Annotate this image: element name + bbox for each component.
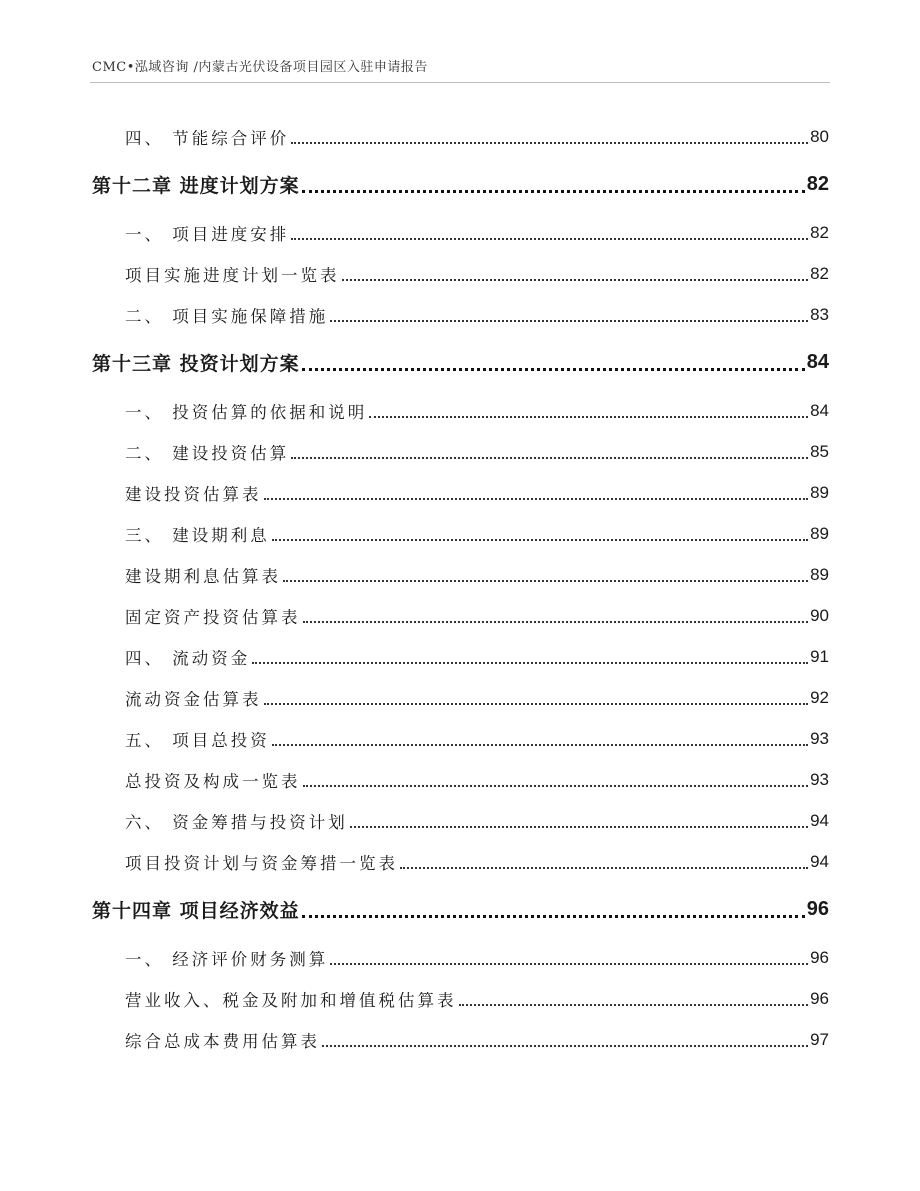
dot-leader: [252, 662, 808, 664]
dot-leader: [302, 915, 805, 918]
dot-leader: [291, 142, 808, 144]
toc-page-number: 84: [806, 351, 829, 373]
toc-entry-title: 一、 经济评价财务测算: [125, 949, 329, 969]
toc-page-number: 82: [810, 263, 829, 283]
dot-leader: [283, 580, 808, 582]
dot-leader: [322, 1045, 808, 1047]
toc-section-entry[interactable]: [92, 390, 829, 431]
toc-section-entry[interactable]: [92, 636, 829, 677]
dot-leader: [350, 826, 808, 828]
dot-leader: [342, 279, 809, 281]
toc-page-number: 91: [810, 646, 829, 666]
toc-section-entry[interactable]: [92, 472, 829, 513]
toc-entry-title: 四、 流动资金: [125, 648, 251, 668]
toc-entry-title: 五、 项目总投资: [125, 730, 270, 750]
toc-section-entry[interactable]: [92, 116, 829, 157]
toc-section-entry[interactable]: [92, 431, 829, 472]
toc-entry-title: 三、 建设期利息: [125, 525, 270, 545]
dot-leader: [303, 785, 809, 787]
toc-section-entry[interactable]: [92, 554, 829, 595]
toc-page-number: 85: [810, 441, 829, 461]
toc-entry-title: 项目投资计划与资金筹措一览表: [125, 853, 398, 873]
toc-page-number: 96: [806, 898, 829, 920]
toc-section-entry[interactable]: [92, 1019, 829, 1060]
toc-page-number: 96: [810, 988, 829, 1008]
dot-leader: [264, 498, 809, 500]
toc-section-entry[interactable]: [92, 800, 829, 841]
toc-page-number: 94: [810, 810, 829, 830]
dot-leader: [272, 744, 808, 746]
toc-page-number: 80: [810, 126, 829, 146]
toc-entry-title: 一、 项目进度安排: [125, 224, 290, 244]
dot-leader: [302, 190, 805, 193]
dot-leader: [330, 320, 808, 322]
dot-leader: [369, 416, 808, 418]
toc-section-entry[interactable]: [92, 978, 829, 1019]
toc-entry-title: 第十二章 进度计划方案: [92, 175, 300, 197]
toc-entry-title: 总投资及构成一览表: [125, 771, 301, 791]
dot-leader: [400, 867, 808, 869]
toc-entry-title: 综合总成本费用估算表: [125, 1031, 320, 1051]
dot-leader: [330, 963, 808, 965]
toc-entry-title: 第十三章 投资计划方案: [92, 353, 300, 375]
toc-entry-title: 建设投资估算表: [125, 484, 262, 504]
dot-leader: [272, 539, 808, 541]
toc-page-number: 82: [806, 173, 829, 195]
toc-page-number: 96: [810, 947, 829, 967]
toc-entry-title: 固定资产投资估算表: [125, 607, 301, 627]
toc-section-entry[interactable]: [92, 841, 829, 882]
toc-page-number: 93: [810, 769, 829, 789]
dot-leader: [264, 703, 809, 705]
toc-entry-title: 二、 建设投资估算: [125, 443, 290, 463]
toc-chapter-entry[interactable]: [92, 157, 829, 212]
toc-section-entry[interactable]: [92, 718, 829, 759]
table-of-contents: [92, 116, 829, 1060]
toc-page-number: 90: [810, 605, 829, 625]
toc-page-number: 93: [810, 728, 829, 748]
toc-page-number: 89: [810, 564, 829, 584]
dot-leader: [459, 1004, 809, 1006]
toc-page-number: 83: [810, 304, 829, 324]
toc-entry-title: 营业收入、税金及附加和增值税估算表: [125, 990, 457, 1010]
toc-section-entry[interactable]: [92, 759, 829, 800]
toc-page-number: 97: [810, 1029, 829, 1049]
toc-entry-title: 一、 投资估算的依据和说明: [125, 402, 368, 422]
toc-entry-title: 项目实施进度计划一览表: [125, 265, 340, 285]
dot-leader: [291, 238, 808, 240]
toc-section-entry[interactable]: [92, 595, 829, 636]
toc-chapter-entry[interactable]: [92, 335, 829, 390]
running-header: CMC•泓域咨询 /内蒙古光伏设备项目园区入驻申请报告: [92, 60, 428, 75]
toc-page-number: 89: [810, 482, 829, 502]
toc-section-entry[interactable]: [92, 294, 829, 335]
toc-entry-title: 二、 项目实施保障措施: [125, 306, 329, 326]
toc-section-entry[interactable]: [92, 513, 829, 554]
toc-entry-title: 建设期利息估算表: [125, 566, 281, 586]
dot-leader: [303, 621, 809, 623]
toc-section-entry[interactable]: [92, 253, 829, 294]
toc-page-number: 84: [810, 400, 829, 420]
toc-chapter-entry[interactable]: [92, 882, 829, 937]
toc-entry-title: 六、 资金筹措与投资计划: [125, 812, 348, 832]
toc-entry-title: 第十四章 项目经济效益: [92, 900, 300, 922]
toc-page-number: 94: [810, 851, 829, 871]
toc-entry-title: 四、 节能综合评价: [125, 128, 290, 148]
toc-page-number: 82: [810, 222, 829, 242]
toc-section-entry[interactable]: [92, 937, 829, 978]
toc-page-number: 92: [810, 687, 829, 707]
toc-page-number: 89: [810, 523, 829, 543]
dot-leader: [302, 368, 805, 371]
toc-section-entry[interactable]: [92, 212, 829, 253]
header-rule: [90, 82, 830, 83]
dot-leader: [291, 457, 808, 459]
toc-entry-title: 流动资金估算表: [125, 689, 262, 709]
toc-section-entry[interactable]: [92, 677, 829, 718]
